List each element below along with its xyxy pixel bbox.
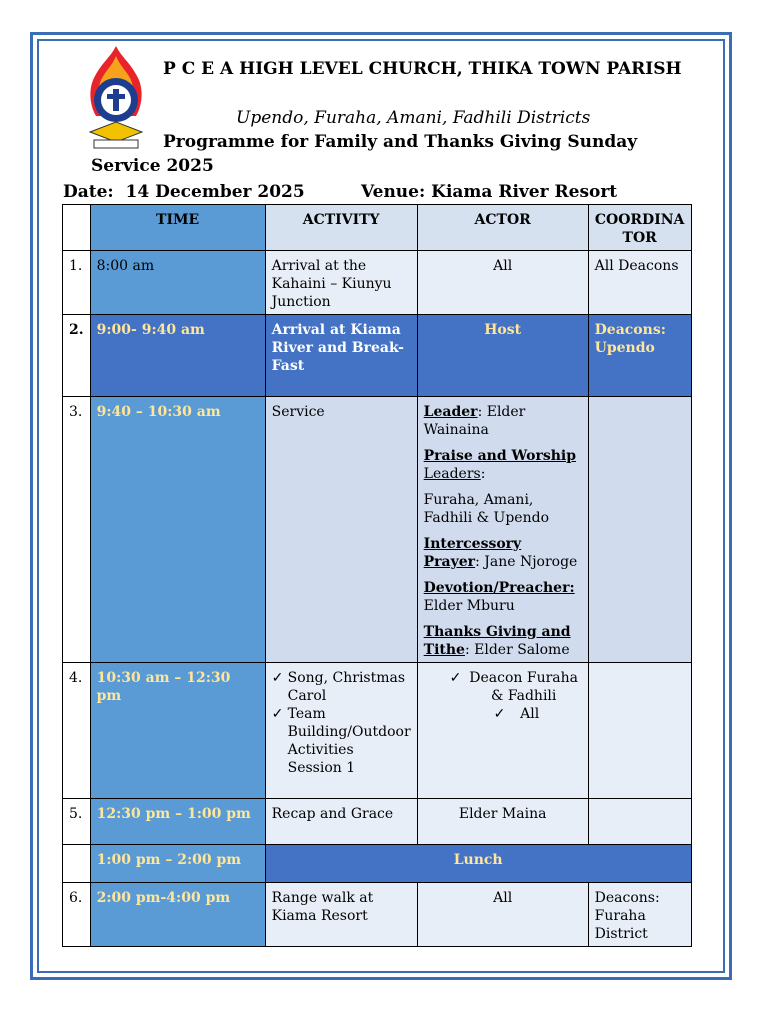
table-row [63, 799, 692, 845]
row-time: 10:30 am – 12:30 pm [90, 663, 265, 799]
table-row [63, 251, 692, 315]
event-venue: Venue: Kiama River Resort [361, 182, 618, 202]
table-row [63, 883, 692, 947]
row-actor: All [417, 251, 588, 315]
row-time: 1:00 pm – 2:00 pm [90, 845, 265, 883]
actor-devotion: Devotion/Preacher: Elder Mburu [423, 580, 575, 614]
activity-item: ✓ Song, Christmas Carol [272, 669, 411, 705]
row-coordinator: Deacons: Upendo [588, 315, 691, 397]
row-actor: Host [417, 315, 588, 397]
row-number: 2. [63, 315, 91, 397]
event-date: Date: 14 December 2025 [63, 182, 305, 202]
actor-praise: Praise and Worship Leaders: [423, 448, 576, 482]
row-actor-details [417, 397, 588, 663]
programme-title: Programme for Family and Thanks Giving Sunday [163, 132, 638, 152]
table-header-row [63, 205, 692, 251]
church-title: P C E A HIGH LEVEL CHURCH, THIKA TOWN PARISH [163, 59, 682, 79]
row-number: 5. [63, 799, 91, 845]
date-venue-line [63, 181, 618, 203]
programme-title-cont: Service 2025 [91, 156, 214, 176]
row-number: 1. [63, 251, 91, 315]
row-activity: Range walk at Kiama Resort [265, 883, 417, 947]
programme-table [62, 204, 692, 947]
row-number: 3. [63, 397, 91, 663]
row-coordinator: All Deacons [588, 251, 691, 315]
districts-subtitle: Upendo, Furaha, Amani, Fadhili Districts [236, 108, 591, 128]
row-actor: All [417, 883, 588, 947]
row-activity: Recap and Grace [265, 799, 417, 845]
actor-item: ✓ All [494, 705, 550, 723]
row-number: 4. [63, 663, 91, 799]
table-row [63, 397, 692, 663]
activity-item: ✓ Team Building/Outdoor Activities Session 1 [272, 705, 411, 777]
table-row-lunch [63, 845, 692, 883]
header-activity: ACTIVITY [265, 205, 417, 251]
row-activity: Arrival at Kiama River and Break-Fast [265, 315, 417, 397]
header-time: TIME [90, 205, 265, 251]
actor-leader: Leader: Elder Wainaina [423, 404, 526, 438]
row-number [63, 845, 91, 883]
row-activity: Arrival at the Kahaini – Kiunyu Junction [265, 251, 417, 315]
row-activity: Service [265, 397, 417, 663]
row-coordinator [588, 799, 691, 845]
actor-item: ✓ Deacon Furaha & Fadhili [450, 669, 582, 705]
row-time: 9:40 – 10:30 am [90, 397, 265, 663]
pcea-church-crest-icon [80, 44, 152, 152]
header-actor: ACTOR [417, 205, 588, 251]
row-actor: Elder Maina [417, 799, 588, 845]
actor-intercessory: Intercessory Prayer: Jane Njoroge [423, 536, 578, 570]
row-actor [417, 663, 588, 799]
row-number: 6. [63, 883, 91, 947]
row-coordinator [588, 397, 691, 663]
row-coordinator: Deacons: Furaha District [588, 883, 691, 947]
actor-thanks: Thanks Giving and Tithe: Elder Salome [423, 624, 571, 658]
table-row [63, 315, 692, 397]
row-activity-lunch: Lunch [265, 845, 691, 883]
row-time: 2:00 pm-4:00 pm [90, 883, 265, 947]
header-num [63, 205, 91, 251]
row-coordinator [588, 663, 691, 799]
table-row [63, 663, 692, 799]
actor-praise-leaders: Furaha, Amani, Fadhili & Upendo [423, 492, 549, 526]
row-time: 12:30 pm – 1:00 pm [90, 799, 265, 845]
row-time: 8:00 am [90, 251, 265, 315]
header-coordinator: COORDINA TOR [588, 205, 691, 251]
row-activity [265, 663, 417, 799]
row-time: 9:00- 9:40 am [90, 315, 265, 397]
